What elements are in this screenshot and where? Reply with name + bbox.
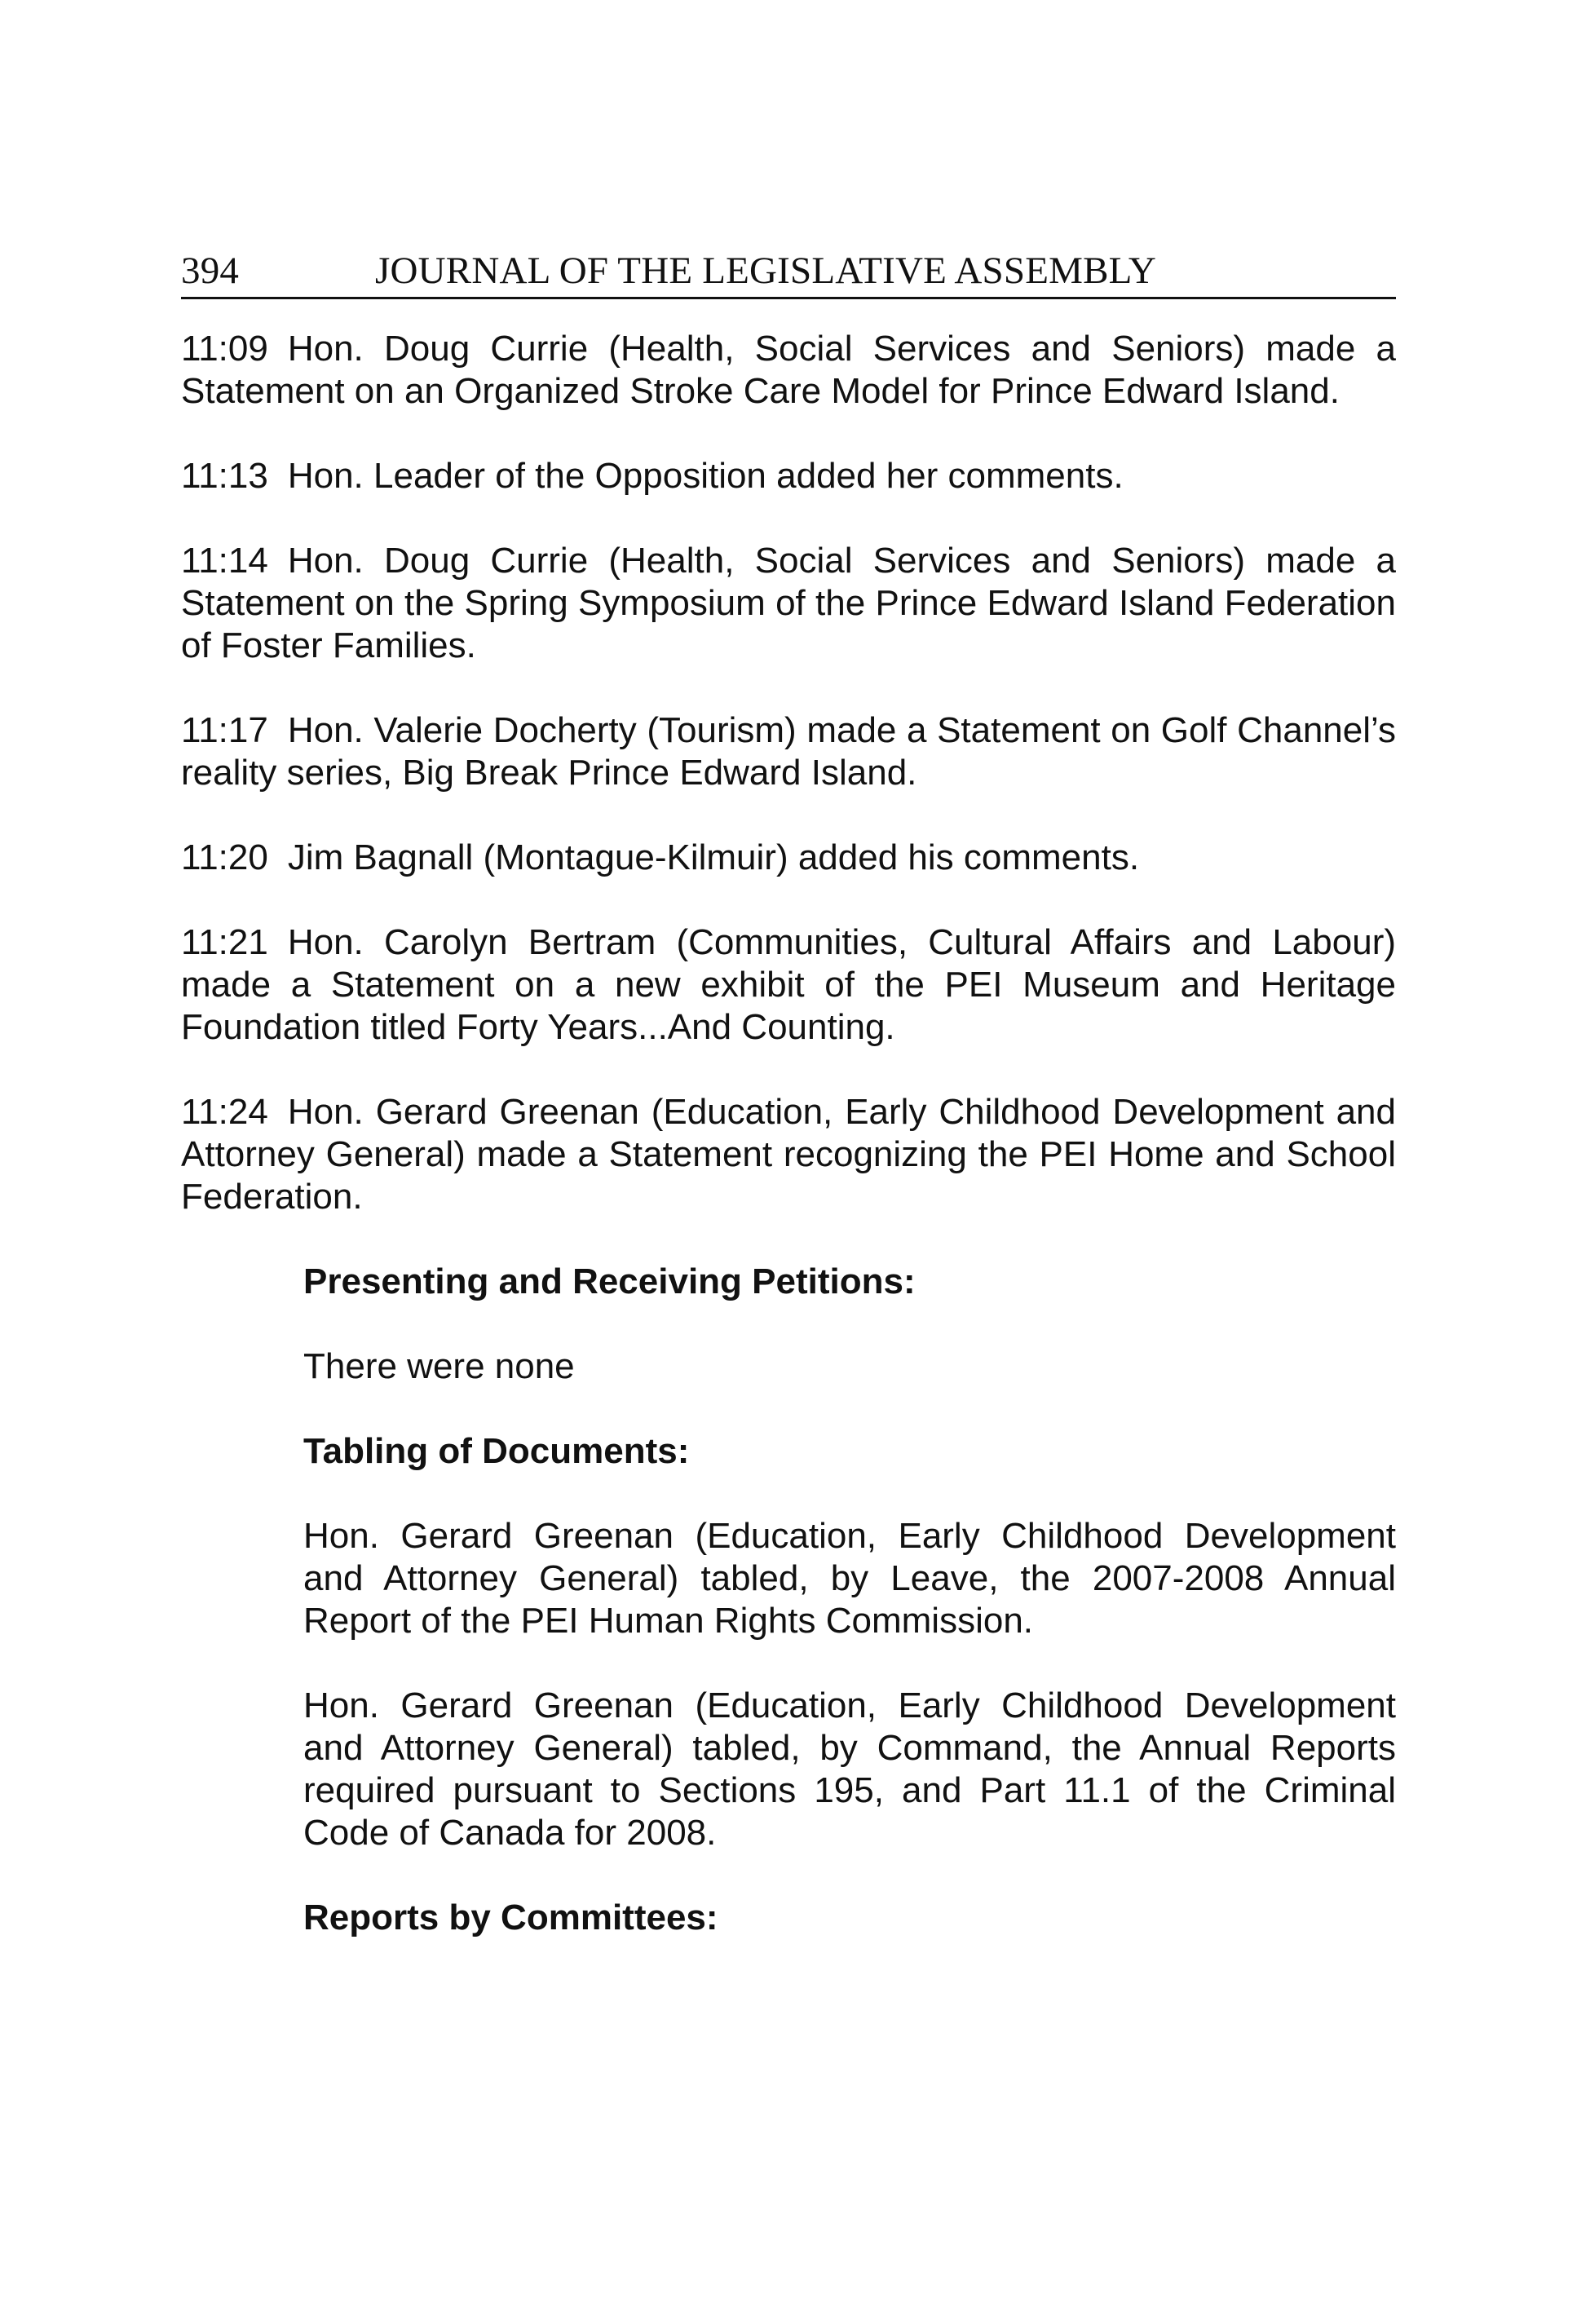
entry-time: 11:20 [181,837,268,877]
entry-time: 11:24 [181,1092,268,1132]
entry-time: 11:17 [181,710,268,750]
entry-text: Hon. Leader of the Opposition added her comments. [287,456,1124,496]
section-heading-committees: Reports by Committees: [303,1898,718,1937]
entry-text: Hon. Carolyn Bertram (Communities, Cultural Affairs and Labour) made a Statement on a new exhibit of the PEI Museum and Heritage Foundation titled Forty Years...And Counting. [181,922,1396,1047]
journal-entry [181,1091,1396,1218]
section-heading-tabling: Tabling of Documents: [303,1431,690,1471]
page-number: 394 [181,250,240,292]
petitions-text: There were none [303,1346,575,1386]
entry-text: Hon. Doug Currie (Health, Social Services and Seniors) made a Statement on the Spring Symposium of the Prince Edward Island Federation of Foster Families. [181,541,1396,665]
journal-entry [181,837,1396,879]
journal-content [181,328,1396,1982]
journal-entry [181,921,1396,1049]
running-head: JOURNAL OF THE LEGISLATIVE ASSEMBLY [375,250,1156,292]
entry-text: Hon. Gerard Greenan (Education, Early Childhood Development and Attorney General) made a Statement recognizing the PEI Home and School Federation. [181,1092,1396,1217]
page-header [181,245,1396,299]
journal-entry [181,709,1396,794]
journal-entry [181,328,1396,413]
entry-text: Hon. Valerie Docherty (Tourism) made a Statement on Golf Channel’s reality series, Big Break Prince Edward Island. [181,710,1396,793]
tabling-paragraph: Hon. Gerard Greenan (Education, Early Childhood Development and Attorney General) tabled, by Command, the Annual Reports required pursuant to Sections 195, and Part 11.1 of the Criminal Code of Canada for 2008. [303,1686,1396,1853]
journal-entry [181,540,1396,667]
entry-time: 11:14 [181,541,268,581]
tabling-paragraph: Hon. Gerard Greenan (Education, Early Childhood Development and Attorney General) tabled, by Leave, the 2007-2008 Annual Report of the PEI Human Rights Commission. [303,1516,1396,1641]
section-heading-petitions: Presenting and Receiving Petitions: [303,1261,916,1301]
entry-time: 11:09 [181,329,268,369]
entry-text: Jim Bagnall (Montague-Kilmuir) added his comments. [287,837,1140,877]
entry-time: 11:21 [181,922,268,962]
entry-time: 11:13 [181,456,268,496]
journal-entry [181,455,1396,497]
entry-text: Hon. Doug Currie (Health, Social Services and Seniors) made a Statement on an Organized Stroke Care Model for Prince Edward Island. [181,329,1396,411]
